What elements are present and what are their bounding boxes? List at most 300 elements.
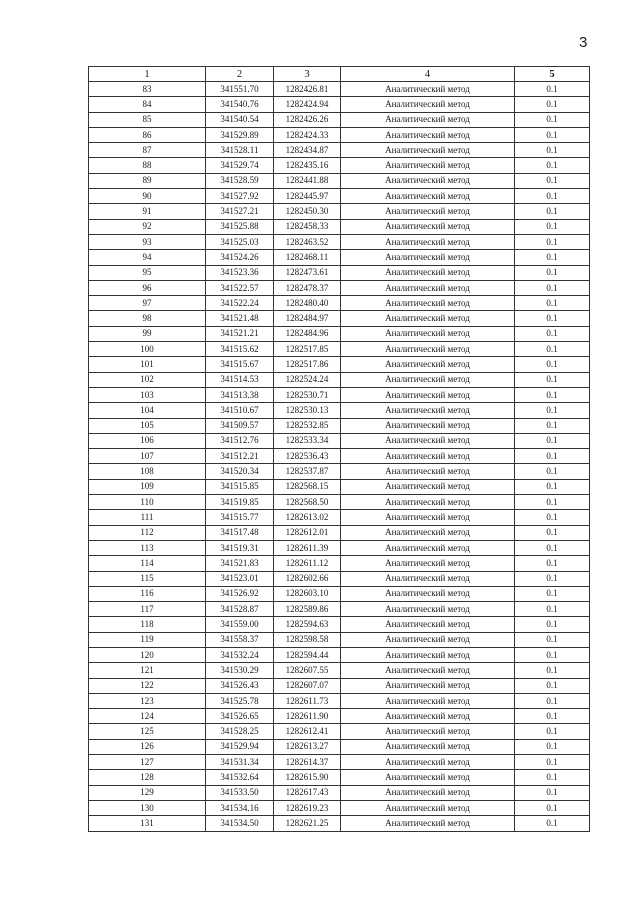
method-cell: Аналитический метод [341, 586, 515, 601]
method-cell: Аналитический метод [341, 387, 515, 402]
point-number-cell: 104 [89, 403, 206, 418]
method-cell: Аналитический метод [341, 127, 515, 142]
header-col-4: 4 [341, 67, 515, 82]
point-number-cell: 129 [89, 785, 206, 800]
table-row [89, 617, 590, 632]
accuracy-cell: 0.1 [515, 556, 590, 571]
table-row [89, 449, 590, 464]
table-row [89, 663, 590, 678]
table-row [89, 189, 590, 204]
table-row [89, 647, 590, 662]
x-coordinate-cell: 341533.50 [206, 785, 274, 800]
y-coordinate-cell: 1282517.86 [274, 357, 341, 372]
y-coordinate-cell: 1282468.11 [274, 250, 341, 265]
method-cell: Аналитический метод [341, 770, 515, 785]
point-number-cell: 88 [89, 158, 206, 173]
y-coordinate-cell: 1282607.07 [274, 678, 341, 693]
x-coordinate-cell: 341513.38 [206, 387, 274, 402]
accuracy-cell: 0.1 [515, 709, 590, 724]
point-number-cell: 111 [89, 510, 206, 525]
point-number-cell: 108 [89, 464, 206, 479]
x-coordinate-cell: 341526.65 [206, 709, 274, 724]
accuracy-cell: 0.1 [515, 433, 590, 448]
table-row [89, 510, 590, 525]
y-coordinate-cell: 1282594.63 [274, 617, 341, 632]
accuracy-cell: 0.1 [515, 816, 590, 831]
table-row [89, 693, 590, 708]
method-cell: Аналитический метод [341, 189, 515, 204]
method-cell: Аналитический метод [341, 403, 515, 418]
method-cell: Аналитический метод [341, 82, 515, 97]
accuracy-cell: 0.1 [515, 204, 590, 219]
point-number-cell: 91 [89, 204, 206, 219]
point-number-cell: 101 [89, 357, 206, 372]
y-coordinate-cell: 1282537.87 [274, 464, 341, 479]
point-number-cell: 114 [89, 556, 206, 571]
y-coordinate-cell: 1282426.81 [274, 82, 341, 97]
table-row [89, 540, 590, 555]
x-coordinate-cell: 341529.89 [206, 127, 274, 142]
method-cell: Аналитический метод [341, 495, 515, 510]
accuracy-cell: 0.1 [515, 97, 590, 112]
y-coordinate-cell: 1282589.86 [274, 602, 341, 617]
y-coordinate-cell: 1282532.85 [274, 418, 341, 433]
table-row [89, 265, 590, 280]
x-coordinate-cell: 341551.70 [206, 82, 274, 97]
x-coordinate-cell: 341514.53 [206, 372, 274, 387]
x-coordinate-cell: 341522.24 [206, 296, 274, 311]
table-row [89, 387, 590, 402]
point-number-cell: 131 [89, 816, 206, 831]
coordinates-table [88, 66, 590, 832]
point-number-cell: 127 [89, 755, 206, 770]
point-number-cell: 116 [89, 586, 206, 601]
x-coordinate-cell: 341528.59 [206, 173, 274, 188]
method-cell: Аналитический метод [341, 617, 515, 632]
y-coordinate-cell: 1282612.01 [274, 525, 341, 540]
method-cell: Аналитический метод [341, 479, 515, 494]
table-row [89, 296, 590, 311]
table-row [89, 97, 590, 112]
x-coordinate-cell: 341521.48 [206, 311, 274, 326]
y-coordinate-cell: 1282484.97 [274, 311, 341, 326]
accuracy-cell: 0.1 [515, 495, 590, 510]
point-number-cell: 83 [89, 82, 206, 97]
table-row [89, 143, 590, 158]
x-coordinate-cell: 341534.16 [206, 800, 274, 815]
header-col-3: 3 [274, 67, 341, 82]
accuracy-cell: 0.1 [515, 296, 590, 311]
point-number-cell: 106 [89, 433, 206, 448]
x-coordinate-cell: 341540.54 [206, 112, 274, 127]
table-row [89, 204, 590, 219]
y-coordinate-cell: 1282463.52 [274, 234, 341, 249]
y-coordinate-cell: 1282615.90 [274, 770, 341, 785]
y-coordinate-cell: 1282530.13 [274, 403, 341, 418]
x-coordinate-cell: 341527.92 [206, 189, 274, 204]
x-coordinate-cell: 341528.25 [206, 724, 274, 739]
x-coordinate-cell: 341527.21 [206, 204, 274, 219]
point-number-cell: 97 [89, 296, 206, 311]
point-number-cell: 122 [89, 678, 206, 693]
x-coordinate-cell: 341524.26 [206, 250, 274, 265]
x-coordinate-cell: 341515.62 [206, 342, 274, 357]
point-number-cell: 94 [89, 250, 206, 265]
x-coordinate-cell: 341512.76 [206, 433, 274, 448]
table-row [89, 82, 590, 97]
method-cell: Аналитический метод [341, 755, 515, 770]
method-cell: Аналитический метод [341, 204, 515, 219]
accuracy-cell: 0.1 [515, 265, 590, 280]
accuracy-cell: 0.1 [515, 770, 590, 785]
point-number-cell: 113 [89, 540, 206, 555]
y-coordinate-cell: 1282450.30 [274, 204, 341, 219]
table-row [89, 280, 590, 295]
table-row [89, 433, 590, 448]
accuracy-cell: 0.1 [515, 326, 590, 341]
x-coordinate-cell: 341515.85 [206, 479, 274, 494]
table-row [89, 219, 590, 234]
method-cell: Аналитический метод [341, 357, 515, 372]
table-row [89, 678, 590, 693]
table-row [89, 418, 590, 433]
point-number-cell: 125 [89, 724, 206, 739]
method-cell: Аналитический метод [341, 311, 515, 326]
accuracy-cell: 0.1 [515, 678, 590, 693]
method-cell: Аналитический метод [341, 510, 515, 525]
method-cell: Аналитический метод [341, 372, 515, 387]
y-coordinate-cell: 1282598.58 [274, 632, 341, 647]
x-coordinate-cell: 341521.21 [206, 326, 274, 341]
method-cell: Аналитический метод [341, 280, 515, 295]
point-number-cell: 100 [89, 342, 206, 357]
method-cell: Аналитический метод [341, 250, 515, 265]
point-number-cell: 84 [89, 97, 206, 112]
x-coordinate-cell: 341534.50 [206, 816, 274, 831]
table-row [89, 372, 590, 387]
accuracy-cell: 0.1 [515, 525, 590, 540]
y-coordinate-cell: 1282611.73 [274, 693, 341, 708]
x-coordinate-cell: 341525.78 [206, 693, 274, 708]
x-coordinate-cell: 341523.36 [206, 265, 274, 280]
y-coordinate-cell: 1282617.43 [274, 785, 341, 800]
y-coordinate-cell: 1282568.15 [274, 479, 341, 494]
accuracy-cell: 0.1 [515, 357, 590, 372]
table-row [89, 724, 590, 739]
y-coordinate-cell: 1282603.10 [274, 586, 341, 601]
method-cell: Аналитический метод [341, 464, 515, 479]
accuracy-cell: 0.1 [515, 280, 590, 295]
method-cell: Аналитический метод [341, 449, 515, 464]
method-cell: Аналитический метод [341, 265, 515, 280]
method-cell: Аналитический метод [341, 234, 515, 249]
table-row [89, 234, 590, 249]
y-coordinate-cell: 1282458.33 [274, 219, 341, 234]
table-row [89, 755, 590, 770]
x-coordinate-cell: 341515.67 [206, 357, 274, 372]
table-row [89, 709, 590, 724]
y-coordinate-cell: 1282533.34 [274, 433, 341, 448]
table-row [89, 250, 590, 265]
point-number-cell: 120 [89, 647, 206, 662]
y-coordinate-cell: 1282568.50 [274, 495, 341, 510]
accuracy-cell: 0.1 [515, 785, 590, 800]
x-coordinate-cell: 341512.21 [206, 449, 274, 464]
x-coordinate-cell: 341523.01 [206, 571, 274, 586]
y-coordinate-cell: 1282611.12 [274, 556, 341, 571]
point-number-cell: 112 [89, 525, 206, 540]
method-cell: Аналитический метод [341, 97, 515, 112]
table-row [89, 158, 590, 173]
point-number-cell: 105 [89, 418, 206, 433]
method-cell: Аналитический метод [341, 709, 515, 724]
method-cell: Аналитический метод [341, 158, 515, 173]
accuracy-cell: 0.1 [515, 663, 590, 678]
accuracy-cell: 0.1 [515, 632, 590, 647]
method-cell: Аналитический метод [341, 418, 515, 433]
x-coordinate-cell: 341528.11 [206, 143, 274, 158]
y-coordinate-cell: 1282424.94 [274, 97, 341, 112]
accuracy-cell: 0.1 [515, 739, 590, 754]
x-coordinate-cell: 341532.64 [206, 770, 274, 785]
method-cell: Аналитический метод [341, 800, 515, 815]
accuracy-cell: 0.1 [515, 234, 590, 249]
accuracy-cell: 0.1 [515, 693, 590, 708]
table-row [89, 311, 590, 326]
accuracy-cell: 0.1 [515, 800, 590, 815]
method-cell: Аналитический метод [341, 785, 515, 800]
point-number-cell: 87 [89, 143, 206, 158]
table-row [89, 342, 590, 357]
x-coordinate-cell: 341529.74 [206, 158, 274, 173]
header-col-1: 1 [89, 67, 206, 82]
y-coordinate-cell: 1282473.61 [274, 265, 341, 280]
point-number-cell: 121 [89, 663, 206, 678]
point-number-cell: 102 [89, 372, 206, 387]
point-number-cell: 103 [89, 387, 206, 402]
x-coordinate-cell: 341532.24 [206, 647, 274, 662]
y-coordinate-cell: 1282435.16 [274, 158, 341, 173]
table-row [89, 800, 590, 815]
accuracy-cell: 0.1 [515, 418, 590, 433]
accuracy-cell: 0.1 [515, 112, 590, 127]
header-col-5: 5 [515, 67, 590, 82]
table-row [89, 586, 590, 601]
table-row [89, 173, 590, 188]
point-number-cell: 86 [89, 127, 206, 142]
accuracy-cell: 0.1 [515, 82, 590, 97]
accuracy-cell: 0.1 [515, 586, 590, 601]
x-coordinate-cell: 341530.29 [206, 663, 274, 678]
point-number-cell: 126 [89, 739, 206, 754]
point-number-cell: 130 [89, 800, 206, 815]
y-coordinate-cell: 1282424.33 [274, 127, 341, 142]
method-cell: Аналитический метод [341, 525, 515, 540]
method-cell: Аналитический метод [341, 693, 515, 708]
accuracy-cell: 0.1 [515, 250, 590, 265]
point-number-cell: 123 [89, 693, 206, 708]
accuracy-cell: 0.1 [515, 464, 590, 479]
table-row [89, 739, 590, 754]
y-coordinate-cell: 1282524.24 [274, 372, 341, 387]
y-coordinate-cell: 1282614.37 [274, 755, 341, 770]
accuracy-cell: 0.1 [515, 189, 590, 204]
accuracy-cell: 0.1 [515, 571, 590, 586]
table-row [89, 479, 590, 494]
method-cell: Аналитический метод [341, 173, 515, 188]
accuracy-cell: 0.1 [515, 479, 590, 494]
x-coordinate-cell: 341540.76 [206, 97, 274, 112]
accuracy-cell: 0.1 [515, 158, 590, 173]
accuracy-cell: 0.1 [515, 540, 590, 555]
table-row [89, 785, 590, 800]
method-cell: Аналитический метод [341, 219, 515, 234]
y-coordinate-cell: 1282594.44 [274, 647, 341, 662]
header-col-2: 2 [206, 67, 274, 82]
x-coordinate-cell: 341519.85 [206, 495, 274, 510]
method-cell: Аналитический метод [341, 540, 515, 555]
y-coordinate-cell: 1282612.41 [274, 724, 341, 739]
accuracy-cell: 0.1 [515, 510, 590, 525]
point-number-cell: 119 [89, 632, 206, 647]
point-number-cell: 95 [89, 265, 206, 280]
method-cell: Аналитический метод [341, 678, 515, 693]
accuracy-cell: 0.1 [515, 755, 590, 770]
accuracy-cell: 0.1 [515, 127, 590, 142]
x-coordinate-cell: 341522.57 [206, 280, 274, 295]
method-cell: Аналитический метод [341, 342, 515, 357]
y-coordinate-cell: 1282536.43 [274, 449, 341, 464]
table-row [89, 556, 590, 571]
method-cell: Аналитический метод [341, 632, 515, 647]
method-cell: Аналитический метод [341, 816, 515, 831]
method-cell: Аналитический метод [341, 602, 515, 617]
accuracy-cell: 0.1 [515, 342, 590, 357]
point-number-cell: 107 [89, 449, 206, 464]
method-cell: Аналитический метод [341, 663, 515, 678]
x-coordinate-cell: 341559.00 [206, 617, 274, 632]
x-coordinate-cell: 341528.87 [206, 602, 274, 617]
x-coordinate-cell: 341526.43 [206, 678, 274, 693]
y-coordinate-cell: 1282621.25 [274, 816, 341, 831]
x-coordinate-cell: 341520.34 [206, 464, 274, 479]
y-coordinate-cell: 1282602.66 [274, 571, 341, 586]
y-coordinate-cell: 1282619.23 [274, 800, 341, 815]
table-row [89, 816, 590, 831]
page-number: 3 [579, 34, 588, 51]
table-row [89, 495, 590, 510]
point-number-cell: 128 [89, 770, 206, 785]
x-coordinate-cell: 341521.83 [206, 556, 274, 571]
method-cell: Аналитический метод [341, 112, 515, 127]
x-coordinate-cell: 341519.31 [206, 540, 274, 555]
accuracy-cell: 0.1 [515, 724, 590, 739]
y-coordinate-cell: 1282434.87 [274, 143, 341, 158]
table-row [89, 632, 590, 647]
y-coordinate-cell: 1282613.27 [274, 739, 341, 754]
point-number-cell: 90 [89, 189, 206, 204]
point-number-cell: 85 [89, 112, 206, 127]
point-number-cell: 98 [89, 311, 206, 326]
method-cell: Аналитический метод [341, 739, 515, 754]
y-coordinate-cell: 1282441.88 [274, 173, 341, 188]
point-number-cell: 117 [89, 602, 206, 617]
accuracy-cell: 0.1 [515, 372, 590, 387]
table-row [89, 127, 590, 142]
header-row [89, 67, 590, 82]
x-coordinate-cell: 341529.94 [206, 739, 274, 754]
y-coordinate-cell: 1282426.26 [274, 112, 341, 127]
y-coordinate-cell: 1282611.39 [274, 540, 341, 555]
y-coordinate-cell: 1282517.85 [274, 342, 341, 357]
x-coordinate-cell: 341509.57 [206, 418, 274, 433]
table-row [89, 770, 590, 785]
point-number-cell: 89 [89, 173, 206, 188]
accuracy-cell: 0.1 [515, 143, 590, 158]
x-coordinate-cell: 341526.92 [206, 586, 274, 601]
table-row [89, 112, 590, 127]
y-coordinate-cell: 1282478.37 [274, 280, 341, 295]
method-cell: Аналитический метод [341, 326, 515, 341]
point-number-cell: 92 [89, 219, 206, 234]
point-number-cell: 96 [89, 280, 206, 295]
point-number-cell: 109 [89, 479, 206, 494]
accuracy-cell: 0.1 [515, 617, 590, 632]
x-coordinate-cell: 341510.67 [206, 403, 274, 418]
point-number-cell: 124 [89, 709, 206, 724]
point-number-cell: 118 [89, 617, 206, 632]
x-coordinate-cell: 341515.77 [206, 510, 274, 525]
accuracy-cell: 0.1 [515, 602, 590, 617]
y-coordinate-cell: 1282480.40 [274, 296, 341, 311]
y-coordinate-cell: 1282445.97 [274, 189, 341, 204]
y-coordinate-cell: 1282613.02 [274, 510, 341, 525]
y-coordinate-cell: 1282607.55 [274, 663, 341, 678]
point-number-cell: 99 [89, 326, 206, 341]
table-row [89, 326, 590, 341]
y-coordinate-cell: 1282484.96 [274, 326, 341, 341]
accuracy-cell: 0.1 [515, 173, 590, 188]
accuracy-cell: 0.1 [515, 387, 590, 402]
table-row [89, 602, 590, 617]
table-row [89, 464, 590, 479]
accuracy-cell: 0.1 [515, 647, 590, 662]
x-coordinate-cell: 341525.03 [206, 234, 274, 249]
y-coordinate-cell: 1282530.71 [274, 387, 341, 402]
method-cell: Аналитический метод [341, 143, 515, 158]
accuracy-cell: 0.1 [515, 219, 590, 234]
table-row [89, 403, 590, 418]
method-cell: Аналитический метод [341, 296, 515, 311]
y-coordinate-cell: 1282611.90 [274, 709, 341, 724]
table-row [89, 571, 590, 586]
x-coordinate-cell: 341558.37 [206, 632, 274, 647]
accuracy-cell: 0.1 [515, 449, 590, 464]
table-header [89, 67, 590, 82]
accuracy-cell: 0.1 [515, 403, 590, 418]
x-coordinate-cell: 341531.34 [206, 755, 274, 770]
method-cell: Аналитический метод [341, 724, 515, 739]
method-cell: Аналитический метод [341, 433, 515, 448]
x-coordinate-cell: 341517.48 [206, 525, 274, 540]
method-cell: Аналитический метод [341, 571, 515, 586]
point-number-cell: 110 [89, 495, 206, 510]
x-coordinate-cell: 341525.88 [206, 219, 274, 234]
method-cell: Аналитический метод [341, 556, 515, 571]
table-row [89, 525, 590, 540]
point-number-cell: 115 [89, 571, 206, 586]
method-cell: Аналитический метод [341, 647, 515, 662]
